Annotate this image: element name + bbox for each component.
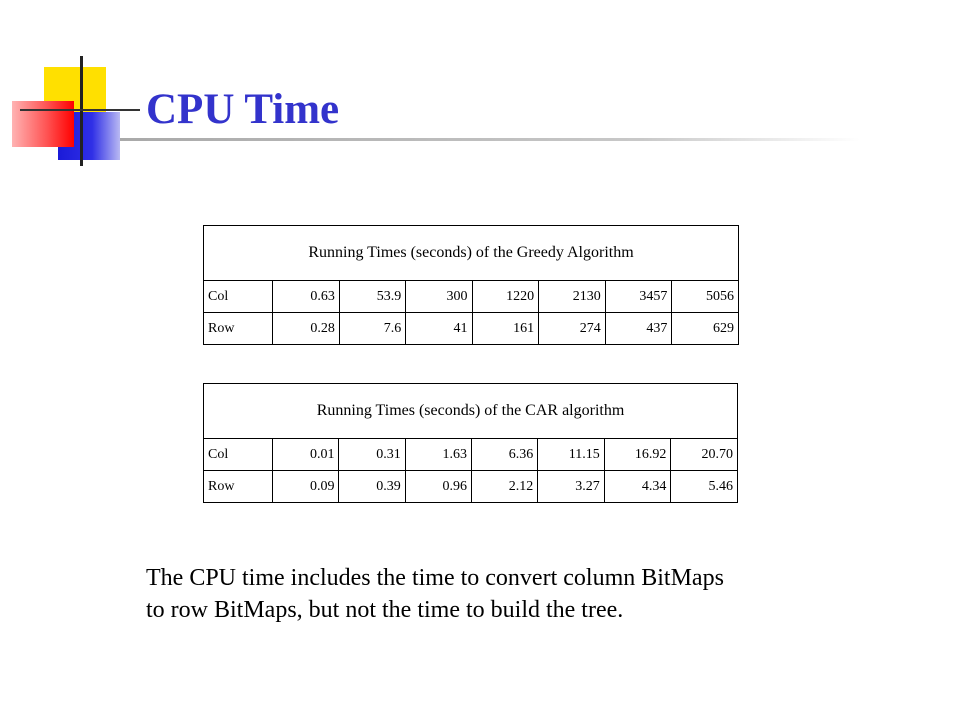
table-cell: 16.92 [604, 439, 671, 471]
slide-title: CPU Time [146, 86, 340, 133]
table-cell: 1.63 [405, 439, 471, 471]
car-running-times-table [203, 383, 738, 503]
row-label: Row [204, 313, 273, 345]
row-label: Col [204, 439, 273, 471]
table-cell: 6.36 [471, 439, 537, 471]
table-row [204, 439, 738, 471]
table-cell: 437 [605, 313, 672, 345]
table-cell: 7.6 [339, 313, 405, 345]
red-square [12, 101, 74, 147]
table-cell: 0.96 [405, 471, 471, 503]
table-cell: 20.70 [671, 439, 738, 471]
table-cell: 3.27 [538, 471, 605, 503]
table-cell: 0.39 [339, 471, 405, 503]
table-cell: 2130 [539, 281, 606, 313]
table-cell: 0.01 [273, 439, 339, 471]
logo-horizontal-line [20, 109, 140, 111]
table-cell: 3457 [605, 281, 672, 313]
table-cell: 11.15 [538, 439, 605, 471]
greedy-running-times-table [203, 225, 739, 345]
table-heading: Running Times (seconds) of the CAR algorithm [204, 384, 738, 439]
table-cell: 161 [472, 313, 539, 345]
table-cell: 0.09 [273, 471, 339, 503]
table-cell: 1220 [472, 281, 539, 313]
table-cell: 300 [406, 281, 472, 313]
row-label: Row [204, 471, 273, 503]
table-cell: 53.9 [339, 281, 405, 313]
table-row [204, 471, 738, 503]
row-label: Col [204, 281, 273, 313]
table-row [204, 313, 739, 345]
table-cell: 0.63 [273, 281, 339, 313]
logo-vertical-line [80, 56, 83, 166]
table-cell: 4.34 [604, 471, 671, 503]
slide-caption [146, 562, 846, 626]
caption-line: to row BitMaps, but not the time to build the tree. [146, 597, 624, 623]
table-cell: 0.31 [339, 439, 405, 471]
table-cell: 274 [539, 313, 606, 345]
table-row [204, 281, 739, 313]
table-cell: 2.12 [471, 471, 537, 503]
title-underline [120, 138, 860, 141]
corner-logo-graphic [0, 0, 140, 170]
table-heading: Running Times (seconds) of the Greedy Algorithm [204, 226, 739, 281]
table-cell: 5056 [672, 281, 739, 313]
table-cell: 629 [672, 313, 739, 345]
table-header-row [204, 384, 738, 439]
table-cell: 41 [406, 313, 472, 345]
caption-line: The CPU time includes the time to convert column BitMaps [146, 565, 724, 591]
table-cell: 0.28 [273, 313, 339, 345]
table-cell: 5.46 [671, 471, 738, 503]
table-header-row [204, 226, 739, 281]
